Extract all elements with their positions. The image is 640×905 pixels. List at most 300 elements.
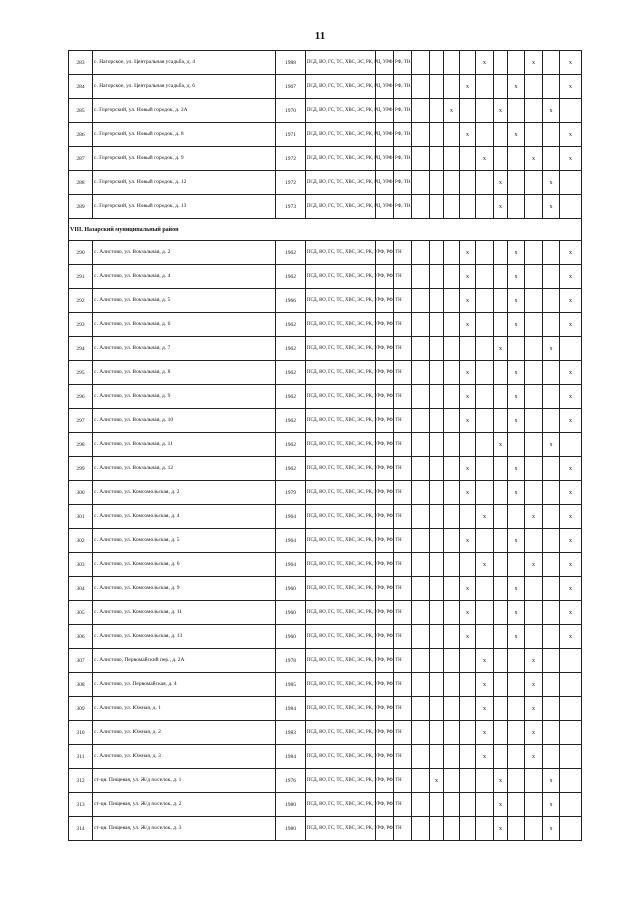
year-built-cell: 1978 xyxy=(276,649,306,673)
row-number: 313 xyxy=(69,793,93,817)
mark-cell: х xyxy=(525,505,543,529)
mark-cell: х xyxy=(508,241,525,265)
mark-cell xyxy=(412,649,430,673)
work-types-cell: ПСД, ВО, ГС, ТС, ХВС, ЭС, РК, РЦ, УРФ, РФ, ТН xyxy=(306,123,376,147)
row-number: 295 xyxy=(69,361,93,385)
mark-cell: х xyxy=(560,505,582,529)
work-types-cell: ПСД, ВО, ГС, ТС, ХВС, ЭС, РК, УРФ, РФ, ТН xyxy=(306,385,376,409)
mark-cell xyxy=(430,361,444,385)
mark-cell xyxy=(494,697,508,721)
mark-cell xyxy=(412,721,430,745)
address-cell: ст-ця. Пищевая, ул. Ж/д поселок, д. 2 xyxy=(93,793,276,817)
mark-cell: х xyxy=(525,649,543,673)
mark-cell xyxy=(430,817,444,841)
mark-cell: х xyxy=(460,457,476,481)
mark-cell: х xyxy=(525,697,543,721)
mark-cell: х xyxy=(543,337,560,361)
mark-cell: х xyxy=(525,147,543,171)
mark-cell xyxy=(476,313,494,337)
mark-cell xyxy=(412,553,430,577)
mark-cell: х xyxy=(525,673,543,697)
mark-cell xyxy=(430,529,444,553)
mark-cell xyxy=(494,673,508,697)
address-cell: с. Горгорский, ул. Новый городок, д. 9 xyxy=(93,147,276,171)
year-built-cell: 1984 xyxy=(276,697,306,721)
work-types-cell: ПСД, ВО, ГС, ТС, ХВС, ЭС, РК, УРФ, РФ, ТН xyxy=(306,793,376,817)
mark-cell: х xyxy=(476,673,494,697)
mark-cell xyxy=(444,147,460,171)
mark-cell xyxy=(494,649,508,673)
mark-cell xyxy=(476,817,494,841)
mark-cell xyxy=(525,769,543,793)
mark-cell: х xyxy=(560,553,582,577)
table-row xyxy=(69,721,582,745)
mark-cell: х xyxy=(543,195,560,219)
year-built-cell: 1962 xyxy=(276,385,306,409)
year-built-cell: 1970 xyxy=(276,99,306,123)
table-row xyxy=(69,123,582,147)
row-number: 304 xyxy=(69,577,93,601)
year-built-cell: 1962 xyxy=(276,313,306,337)
mark-cell xyxy=(430,793,444,817)
table-row xyxy=(69,505,582,529)
table-row xyxy=(69,529,582,553)
mark-cell xyxy=(525,75,543,99)
mark-cell xyxy=(494,529,508,553)
mark-cell xyxy=(525,99,543,123)
mark-cell xyxy=(460,171,476,195)
year-built-cell: 1984 xyxy=(276,745,306,769)
mark-cell xyxy=(444,745,460,769)
mark-cell xyxy=(476,481,494,505)
address-cell: с. Алистово, Первомайский пер., д. 2А xyxy=(93,649,276,673)
mark-cell: х xyxy=(508,313,525,337)
mark-cell: х xyxy=(560,577,582,601)
mark-cell xyxy=(543,457,560,481)
mark-cell xyxy=(508,745,525,769)
address-cell: с. Алистово, ул. Вокзальная, д. 9 xyxy=(93,385,276,409)
row-number: 305 xyxy=(69,601,93,625)
mark-cell xyxy=(543,625,560,649)
mark-cell xyxy=(412,529,430,553)
work-types-cell: ПСД, ВО, ГС, ТС, ХВС, ЭС, РК, УРФ, РФ, ТН xyxy=(306,769,376,793)
mark-cell: х xyxy=(508,457,525,481)
mark-cell xyxy=(430,721,444,745)
mark-cell xyxy=(412,123,430,147)
mark-cell: х xyxy=(494,433,508,457)
work-types-cell: ПСД, ВО, ГС, ТС, ХВС, ЭС, РК, УРФ, РФ, ТН xyxy=(306,553,376,577)
mark-cell: х xyxy=(476,51,494,75)
mark-cell xyxy=(460,147,476,171)
address-cell: с. Алистово, ул. Южная, д. 3 xyxy=(93,745,276,769)
mark-cell xyxy=(560,433,582,457)
mark-cell: х xyxy=(560,289,582,313)
table-row xyxy=(69,265,582,289)
mark-cell xyxy=(560,793,582,817)
mark-cell xyxy=(525,385,543,409)
mark-cell: х xyxy=(476,649,494,673)
mark-cell xyxy=(444,601,460,625)
mark-cell xyxy=(508,147,525,171)
year-built-cell: 1971 xyxy=(276,123,306,147)
row-number: 310 xyxy=(69,721,93,745)
row-number: 286 xyxy=(69,123,93,147)
mark-cell xyxy=(560,649,582,673)
mark-cell xyxy=(494,481,508,505)
mark-cell xyxy=(430,433,444,457)
mark-cell xyxy=(412,75,430,99)
mark-cell xyxy=(430,745,444,769)
mark-cell: х xyxy=(525,745,543,769)
mark-cell xyxy=(525,457,543,481)
mark-cell xyxy=(476,123,494,147)
mark-cell xyxy=(444,337,460,361)
mark-cell: х xyxy=(494,817,508,841)
mark-cell: х xyxy=(476,553,494,577)
mark-cell: х xyxy=(494,195,508,219)
mark-cell xyxy=(460,51,476,75)
table-row xyxy=(69,553,582,577)
mark-cell xyxy=(494,457,508,481)
work-types-cell: ПСД, ВО, ГС, ТС, ХВС, ЭС, РК, УРФ, РФ, ТН xyxy=(306,577,376,601)
mark-cell: х xyxy=(476,721,494,745)
mark-cell xyxy=(560,817,582,841)
table-row xyxy=(69,337,582,361)
work-types-cell: ПСД, ВО, ГС, ТС, ХВС, ЭС, РК, УРФ, РФ, ТН xyxy=(306,529,376,553)
mark-cell: х xyxy=(494,337,508,361)
mark-cell xyxy=(508,337,525,361)
mark-cell: х xyxy=(444,99,460,123)
year-built-cell: 1983 xyxy=(276,721,306,745)
mark-cell xyxy=(412,147,430,171)
mark-cell: х xyxy=(508,289,525,313)
mark-cell xyxy=(525,577,543,601)
mark-cell xyxy=(444,673,460,697)
mark-cell xyxy=(476,75,494,99)
mark-cell xyxy=(560,697,582,721)
mark-cell xyxy=(460,505,476,529)
mark-cell xyxy=(494,313,508,337)
mark-cell: х xyxy=(460,313,476,337)
mark-cell xyxy=(560,195,582,219)
section-heading-row xyxy=(69,219,582,241)
mark-cell xyxy=(543,601,560,625)
table-row xyxy=(69,171,582,195)
year-built-cell: 1962 xyxy=(276,457,306,481)
mark-cell xyxy=(444,123,460,147)
mark-cell xyxy=(444,793,460,817)
mark-cell xyxy=(412,195,430,219)
mark-cell xyxy=(444,433,460,457)
work-types-cell: ПСД, ВО, ГС, ТС, ХВС, ЭС, РК, РЦ, УРФ, РФ, ТН xyxy=(306,195,376,219)
mark-cell: х xyxy=(460,123,476,147)
mark-cell: х xyxy=(508,625,525,649)
row-number: 297 xyxy=(69,409,93,433)
mark-cell xyxy=(430,313,444,337)
mark-cell xyxy=(412,409,430,433)
mark-cell xyxy=(430,51,444,75)
mark-cell xyxy=(444,409,460,433)
address-cell: с. Горгорский, ул. Новый городок, д. 13 xyxy=(93,195,276,219)
mark-cell xyxy=(476,289,494,313)
row-number: 308 xyxy=(69,673,93,697)
row-number: 314 xyxy=(69,817,93,841)
mark-cell xyxy=(476,241,494,265)
mark-cell xyxy=(476,793,494,817)
mark-cell xyxy=(560,769,582,793)
mark-cell xyxy=(430,385,444,409)
mark-cell: х xyxy=(560,409,582,433)
mark-cell xyxy=(460,721,476,745)
year-built-cell: 1976 xyxy=(276,769,306,793)
work-types-cell: ПСД, ВО, ГС, ТС, ХВС, ЭС, РК, УРФ, РФ, ТН xyxy=(306,457,376,481)
address-cell: с. Алистово, ул. Вокзальная, д. 4 xyxy=(93,265,276,289)
mark-cell xyxy=(543,745,560,769)
mark-cell: х xyxy=(560,385,582,409)
mark-cell xyxy=(543,51,560,75)
row-number: 306 xyxy=(69,625,93,649)
address-cell: с. Алистово, ул. Вокзальная, д. 5 xyxy=(93,289,276,313)
mark-cell xyxy=(430,457,444,481)
table-row xyxy=(69,817,582,841)
address-cell: с. Нагорское, ул. Центральная усадьба, д. 4 xyxy=(93,51,276,75)
mark-cell xyxy=(412,577,430,601)
row-number: 299 xyxy=(69,457,93,481)
mark-cell xyxy=(508,673,525,697)
mark-cell xyxy=(494,625,508,649)
mark-cell xyxy=(508,697,525,721)
mark-cell xyxy=(494,385,508,409)
mark-cell xyxy=(444,361,460,385)
district-section xyxy=(69,219,582,241)
mark-cell xyxy=(444,529,460,553)
mark-cell xyxy=(543,361,560,385)
work-types-cell: ПСД, ВО, ГС, ТС, ХВС, ЭС, РК, УРФ, РФ, ТН xyxy=(306,601,376,625)
mark-cell xyxy=(444,313,460,337)
work-types-cell: ПСД, ВО, ГС, ТС, ХВС, ЭС, РК, УРФ, РФ, ТН xyxy=(306,649,376,673)
table-row xyxy=(69,147,582,171)
address-cell: с. Алистово, ул. Комсомольская, д. 13 xyxy=(93,625,276,649)
row-number: 285 xyxy=(69,99,93,123)
address-cell: с. Алистово, ул. Вокзальная, д. 10 xyxy=(93,409,276,433)
mark-cell xyxy=(476,99,494,123)
work-types-cell: ПСД, ВО, ГС, ТС, ХВС, ЭС, РК, УРФ, РФ, ТН xyxy=(306,361,376,385)
mark-cell xyxy=(543,505,560,529)
table-row xyxy=(69,51,582,75)
row-number: 288 xyxy=(69,171,93,195)
year-built-cell: 1985 xyxy=(276,673,306,697)
mark-cell: х xyxy=(460,409,476,433)
mark-cell xyxy=(460,793,476,817)
mark-cell xyxy=(494,147,508,171)
mark-cell: х xyxy=(560,147,582,171)
table-row xyxy=(69,697,582,721)
work-types-cell: ПСД, ВО, ГС, ТС, ХВС, ЭС, РК, УРФ, РФ, ТН xyxy=(306,745,376,769)
mark-cell: х xyxy=(560,313,582,337)
mark-cell xyxy=(494,361,508,385)
mark-cell: х xyxy=(494,99,508,123)
row-number: 311 xyxy=(69,745,93,769)
mark-cell: х xyxy=(560,241,582,265)
work-types-cell: ПСД, ВО, ГС, ТС, ХВС, ЭС, РК, РЦ, УРФ, РФ, ТН xyxy=(306,171,376,195)
mark-cell: х xyxy=(460,577,476,601)
mark-cell xyxy=(525,433,543,457)
mark-cell xyxy=(525,625,543,649)
table-row xyxy=(69,433,582,457)
mark-cell: х xyxy=(476,745,494,769)
year-built-cell: 1980 xyxy=(276,793,306,817)
mark-cell xyxy=(494,241,508,265)
mark-cell xyxy=(444,195,460,219)
mark-cell xyxy=(560,745,582,769)
mark-cell: х xyxy=(476,697,494,721)
year-built-cell: 1972 xyxy=(276,171,306,195)
mark-cell: х xyxy=(460,385,476,409)
mark-cell xyxy=(444,171,460,195)
mark-cell xyxy=(430,123,444,147)
year-built-cell: 1962 xyxy=(276,241,306,265)
mark-cell xyxy=(494,553,508,577)
mark-cell xyxy=(494,51,508,75)
address-cell: с. Горгорский, ул. Новый городок, д. 12 xyxy=(93,171,276,195)
mark-cell xyxy=(476,385,494,409)
address-cell: с. Алистово, ул. Комсомольская, д. 6 xyxy=(93,553,276,577)
row-number: 287 xyxy=(69,147,93,171)
mark-cell: х xyxy=(560,123,582,147)
mark-cell xyxy=(412,171,430,195)
register-rows-top xyxy=(69,51,582,219)
work-types-cell: ПСД, ВО, ГС, ТС, ХВС, ЭС, РК, УРФ, РФ, ТН xyxy=(306,289,376,313)
table-row xyxy=(69,457,582,481)
mark-cell: х xyxy=(476,505,494,529)
row-number: 291 xyxy=(69,265,93,289)
mark-cell xyxy=(412,433,430,457)
mark-cell xyxy=(430,481,444,505)
work-types-cell: ПСД, ВО, ГС, ТС, ХВС, ЭС, РК, УРФ, РФ, ТН xyxy=(306,241,376,265)
row-number: 309 xyxy=(69,697,93,721)
work-types-cell: ПСД, ВО, ГС, ТС, ХВС, ЭС, РК, УРФ, РФ, ТН xyxy=(306,337,376,361)
mark-cell xyxy=(460,817,476,841)
address-cell: с. Алистово, ул. Вокзальная, д. 11 xyxy=(93,433,276,457)
year-built-cell: 1979 xyxy=(276,481,306,505)
mark-cell: х xyxy=(460,601,476,625)
mark-cell: х xyxy=(508,601,525,625)
mark-cell xyxy=(412,289,430,313)
mark-cell xyxy=(444,385,460,409)
mark-cell xyxy=(508,649,525,673)
mark-cell xyxy=(476,337,494,361)
work-types-cell: ПСД, ВО, ГС, ТС, ХВС, ЭС, РК, УРФ, РФ, ТН xyxy=(306,625,376,649)
mark-cell: х xyxy=(460,265,476,289)
mark-cell xyxy=(444,241,460,265)
mark-cell xyxy=(444,75,460,99)
work-types-cell: ПСД, ВО, ГС, ТС, ХВС, ЭС, РК, РЦ, УРФ, РФ, ТН xyxy=(306,147,376,171)
mark-cell: х xyxy=(508,265,525,289)
mark-cell: х xyxy=(508,361,525,385)
mark-cell xyxy=(508,195,525,219)
mark-cell xyxy=(444,289,460,313)
mark-cell xyxy=(412,601,430,625)
mark-cell xyxy=(543,265,560,289)
mark-cell: х xyxy=(560,601,582,625)
mark-cell xyxy=(430,265,444,289)
mark-cell: х xyxy=(543,171,560,195)
mark-cell xyxy=(444,553,460,577)
mark-cell xyxy=(444,577,460,601)
table-row xyxy=(69,361,582,385)
page-number: 11 xyxy=(314,30,326,42)
mark-cell xyxy=(460,337,476,361)
mark-cell xyxy=(412,481,430,505)
mark-cell xyxy=(430,697,444,721)
mark-cell xyxy=(476,577,494,601)
row-number: 298 xyxy=(69,433,93,457)
mark-cell xyxy=(494,75,508,99)
row-number: 303 xyxy=(69,553,93,577)
mark-cell xyxy=(525,123,543,147)
mark-cell xyxy=(430,289,444,313)
year-built-cell: 1964 xyxy=(276,529,306,553)
mark-cell xyxy=(525,529,543,553)
mark-cell xyxy=(525,409,543,433)
mark-cell xyxy=(412,817,430,841)
mark-cell xyxy=(412,51,430,75)
mark-cell: х xyxy=(460,241,476,265)
mark-cell xyxy=(525,601,543,625)
mark-cell xyxy=(444,721,460,745)
mark-cell xyxy=(476,457,494,481)
work-types-cell: ПСД, ВО, ГС, ТС, ХВС, ЭС, РК, РЦ, УРФ, РФ, ТН xyxy=(306,75,376,99)
mark-cell xyxy=(460,769,476,793)
address-cell: с. Горгорский, ул. Новый городок, д. 8 xyxy=(93,123,276,147)
mark-cell xyxy=(430,649,444,673)
mark-cell xyxy=(430,241,444,265)
mark-cell: х xyxy=(476,147,494,171)
mark-cell xyxy=(508,769,525,793)
address-cell: ст-ця. Пищевая, ул. Ж/д поселок, д. 1 xyxy=(93,769,276,793)
mark-cell xyxy=(543,697,560,721)
mark-cell xyxy=(444,505,460,529)
mark-cell xyxy=(476,361,494,385)
address-cell: с. Горгорский, ул. Новый городок, д. 2А xyxy=(93,99,276,123)
mark-cell xyxy=(412,793,430,817)
mark-cell xyxy=(525,793,543,817)
mark-cell: х xyxy=(460,361,476,385)
mark-cell xyxy=(543,409,560,433)
mark-cell: х xyxy=(494,171,508,195)
row-number: 302 xyxy=(69,529,93,553)
mark-cell: х xyxy=(560,457,582,481)
mark-cell xyxy=(525,337,543,361)
mark-cell xyxy=(430,673,444,697)
mark-cell: х xyxy=(508,529,525,553)
mark-cell xyxy=(508,721,525,745)
mark-cell: х xyxy=(525,553,543,577)
mark-cell: х xyxy=(543,433,560,457)
row-number: 283 xyxy=(69,51,93,75)
mark-cell xyxy=(430,505,444,529)
mark-cell: х xyxy=(560,361,582,385)
mark-cell xyxy=(444,265,460,289)
mark-cell xyxy=(412,265,430,289)
table-row xyxy=(69,793,582,817)
address-cell: с. Алистово, ул. Вокзальная, д. 7 xyxy=(93,337,276,361)
mark-cell xyxy=(543,553,560,577)
mark-cell xyxy=(430,625,444,649)
mark-cell xyxy=(543,241,560,265)
address-cell: с. Алистово, ул. Южная, д. 1 xyxy=(93,697,276,721)
mark-cell xyxy=(460,673,476,697)
